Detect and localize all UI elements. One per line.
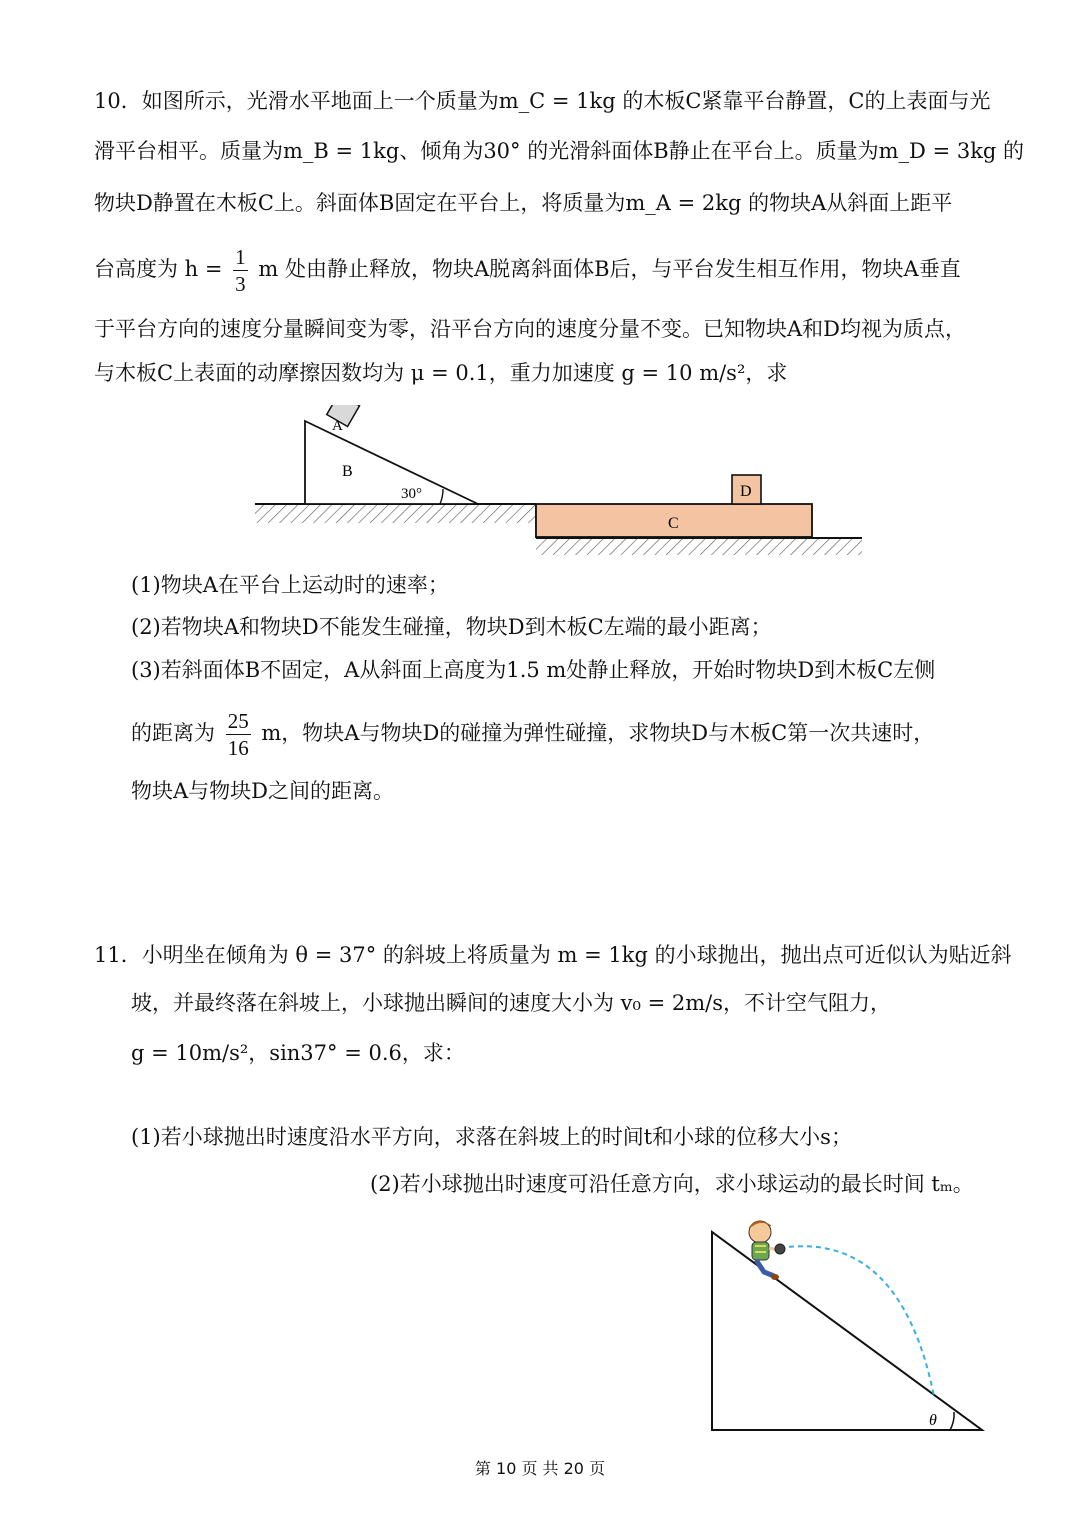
q10-sub-4 (131, 704, 934, 762)
fraction-numerator: 25 (227, 709, 249, 733)
angle-label: 30° (401, 486, 422, 502)
fraction-denominator: 16 (227, 736, 249, 760)
q10-sub-3: (3)若斜面体B不固定，A从斜面上高度为1.5 m处静止释放，开始时物块D到木板C左侧 (131, 658, 936, 682)
board-c-label: C (668, 515, 679, 532)
q10-figure (250, 405, 870, 560)
q10-sub-5: 物块A与物块D之间的距离。 (131, 779, 395, 803)
fraction-numerator: 1 (235, 245, 246, 269)
q10-line-6: 与木板C上表面的动摩擦因数均为 μ = 0.1，重力加速度 g = 10 m/s²，求 (94, 361, 788, 385)
q11-figure (700, 1210, 1000, 1440)
fraction-25-16 (226, 708, 251, 761)
q10-line-4-pre: 台高度为 h = (94, 257, 223, 281)
incline-b (305, 421, 478, 504)
slope-triangle (712, 1232, 982, 1430)
q10-sub-1: (1)物块A在平台上运动时的速率； (131, 573, 449, 597)
q10-sub-2: (2)若物块A和物块D不能发生碰撞，物块D到木板C左端的最小距离； (131, 615, 772, 639)
fraction-denominator: 3 (235, 272, 246, 296)
block-d-label: D (740, 483, 752, 500)
q11-line-3: g = 10m/s²，sin37° = 0.6，求： (131, 1041, 465, 1065)
page-footer: 第 10 页 共 20 页 (474, 1459, 606, 1478)
theta-label: θ (929, 1412, 937, 1429)
q10-line-1: 10．如图所示，光滑水平地面上一个质量为m_C = 1kg 的木板C紧靠平台静置，C的上表面与光 (94, 89, 991, 113)
incline-label: B (342, 463, 353, 480)
block-a-label: A (332, 418, 343, 434)
q10-line-4-post: m 处由静止释放，物块A脱离斜面体B后，与平台发生相互作用，物块A垂直 (258, 257, 961, 281)
q10-line-5: 于平台方向的速度分量瞬间变为零，沿平台方向的速度分量不变。已知物块A和D均视为质点， (94, 317, 966, 341)
platform-hatch (255, 505, 536, 523)
fraction-one-third (233, 244, 248, 297)
q11-line-2: 坡，并最终落在斜坡上，小球抛出瞬间的速度大小为 v₀ = 2m/s，不计空气阻力， (131, 991, 892, 1015)
ground-hatch (536, 539, 862, 555)
q11-sub-1: (1)若小球抛出时速度沿水平方向，求落在斜坡上的时间t和小球的位移大小s； (131, 1125, 852, 1149)
q10-sub-4-pre: 的距离为 (131, 721, 215, 745)
q10-line-2: 滑平台相平。质量为m_B = 1kg、倾角为30° 的光滑斜面体B静止在平台上。质量为m_D = 3kg 的 (94, 139, 1025, 163)
q10-line-4 (94, 240, 961, 298)
q11-line-1: 11．小明坐在倾角为 θ = 37° 的斜坡上将质量为 m = 1kg 的小球抛出，抛出点可近似认为贴近斜 (94, 943, 1012, 967)
q10-line-3: 物块D静置在木板C上。斜面体B固定在平台上，将质量为m_A = 2kg 的物块A从斜面上距平 (94, 191, 953, 215)
q11-sub-2: (2)若小球抛出时速度可沿任意方向，求小球运动的最长时间 tₘ。 (370, 1172, 974, 1196)
q10-sub-4-post: m，物块A与物块D的碰撞为弹性碰撞，求物块D与木板C第一次共速时， (261, 721, 935, 745)
